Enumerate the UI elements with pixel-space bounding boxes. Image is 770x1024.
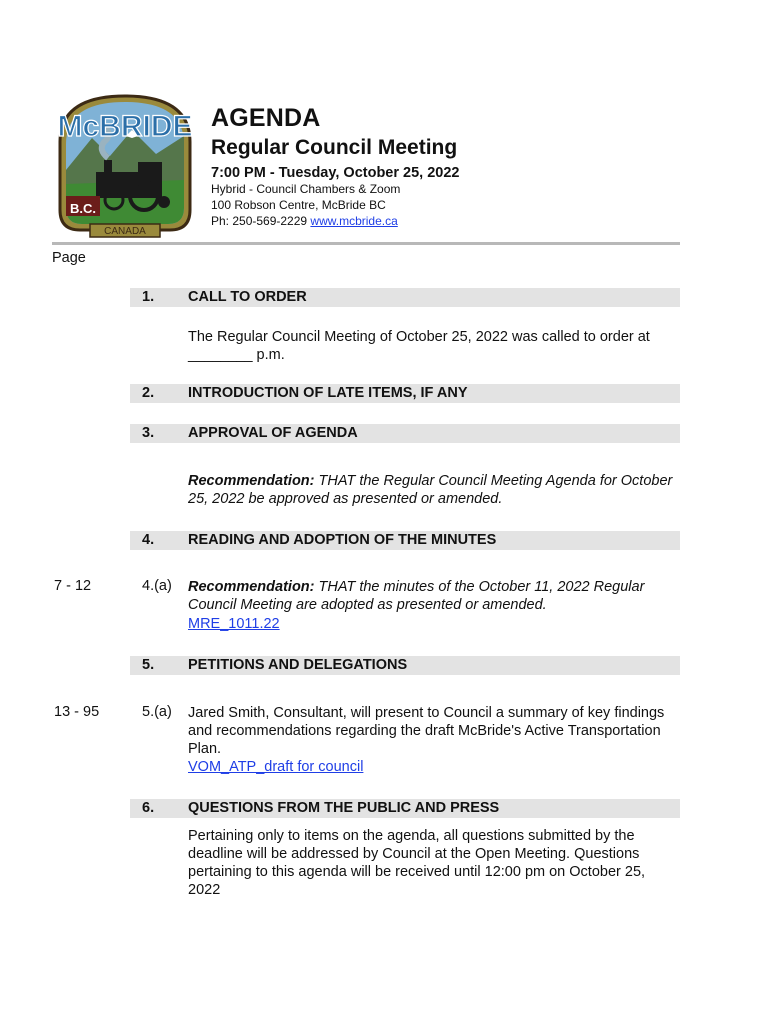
section-number: 4. (142, 532, 155, 548)
section-number: 3. (142, 425, 155, 441)
page-column-label: Page (52, 250, 86, 266)
subitem-number: 5.(a) (142, 704, 172, 720)
subitem-number: 4.(a) (142, 578, 172, 594)
svg-text:CANADA: CANADA (104, 226, 146, 237)
minutes-attachment-link[interactable]: MRE_1011.22 (188, 616, 280, 632)
recommendation-text: THAT the Regular Council Meeting Agenda for October 25, 2022 be approved as presented or amended. (188, 473, 673, 507)
phone-number: Ph: 250-569-2229 (211, 214, 311, 228)
agenda-recommendation (188, 472, 680, 508)
delegation-text: Jared Smith, Consultant, will present to Council a summary of key findings and recommendations regarding the draft McBride's Active Transportation Plan. (188, 705, 665, 757)
mcbride-train-emblem (52, 92, 198, 240)
section-title: APPROVAL OF AGENDA (188, 425, 358, 441)
section-number: 5. (142, 657, 155, 673)
minutes-recommendation (188, 578, 680, 614)
page-range: 13 - 95 (54, 704, 100, 720)
website-link[interactable]: www.mcbride.ca (310, 214, 398, 228)
svg-text:McBRIDE: McBRIDE (57, 110, 193, 143)
contact-line (211, 214, 398, 229)
page-range: 7 - 12 (54, 578, 92, 594)
section-number: 2. (142, 385, 155, 401)
meeting-location: Hybrid - Council Chambers & Zoom (211, 182, 401, 196)
svg-text:B.C.: B.C. (70, 201, 96, 216)
meeting-address: 100 Robson Centre, McBride BC (211, 198, 386, 212)
public-questions-text: Pertaining only to items on the agenda, all questions submitted by the deadline will be addressed by Council at the Open Meeting. Questions pertaining to this agenda will be received until 12:00 pm on October 25, 2022 (188, 828, 646, 898)
section-title: PETITIONS AND DELEGATIONS (188, 657, 408, 673)
recommendation-text: THAT the minutes of the October 11, 2022 Regular Council Meeting are adopted as presented or amended. (188, 579, 645, 613)
mcbride-logo (52, 92, 198, 240)
call-to-order-text: The Regular Council Meeting of October 25, 2022 was called to order at ________ p.m. (188, 329, 650, 363)
section-number: 6. (142, 800, 155, 816)
section-number: 1. (142, 289, 155, 305)
agenda-title: AGENDA (211, 104, 321, 132)
recommendation-label: Recommendation: (188, 579, 315, 595)
section-title: QUESTIONS FROM THE PUBLIC AND PRESS (188, 800, 500, 816)
section-title: CALL TO ORDER (188, 289, 307, 305)
section-title: READING AND ADOPTION OF THE MINUTES (188, 532, 497, 548)
recommendation-label: Recommendation: (188, 473, 315, 489)
meeting-name: Regular Council Meeting (211, 136, 458, 159)
section-title: INTRODUCTION OF LATE ITEMS, IF ANY (188, 385, 468, 401)
meeting-datetime: 7:00 PM - Tuesday, October 25, 2022 (211, 165, 460, 181)
header-divider (52, 242, 680, 245)
atp-attachment-link[interactable]: VOM_ATP_draft for council (188, 759, 364, 775)
